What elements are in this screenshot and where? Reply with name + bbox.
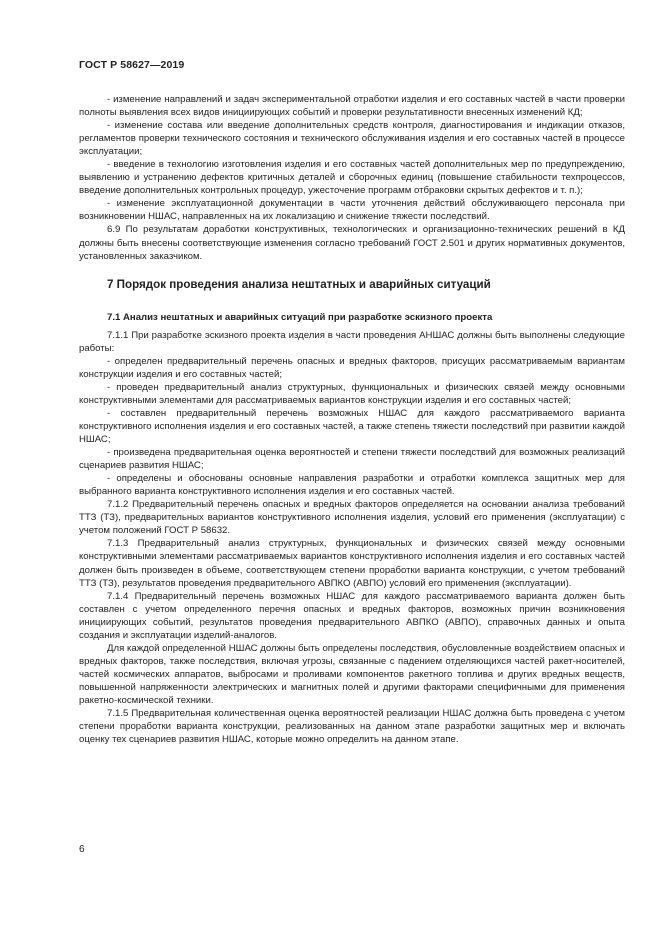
subsection-heading: 7.1 Анализ нештатных и аварийных ситуаций при разработке эскизного проекта — [107, 311, 493, 323]
clause-7-1-2: 7.1.2 Предварительный перечень опасных и вредных факторов определяется на основании анализа требований ТТЗ (ТЗ), предварительных вариантов конструктивного исполнения изделия, условий его применения (эксплуатации) с учетом положений ГОСТ Р 58632. — [79, 499, 625, 537]
list-item-bullet: - составлен предварительный перечень возможных НШАС для каждого рассматриваемого варианта конструктивного исполнения изделия и его составных частей, а также степень тяжести последствий при развитии каждой НШАС; — [79, 407, 625, 446]
body-paragraph: Для каждой определенной НШАС должны быть определены последствия, обусловленные воздействием опасных и вредных факторов, также последствия, включая угрозы, связанные с падением отделяющихся частей ракет-носителей, частей космических аппаратов, выбросами и проливами компонентов ракетного топлива и других вредных веществ, повышенной напряженности электрических и магнитных полей и другими факторами специфичными для применения ракетно-космической техники. — [79, 642, 625, 706]
list-item-bullet: - введение в технологию изготовления изделия и его составных частей дополнительных мер по предупреждению, выявлению и устранению дефектов критичных деталей и сборочных единиц (повышение стабильности техпроцессов, введение дополнительных контрольных процедур, ужесточение программ отбраковки скрытых дефектов и т. п.); — [79, 159, 625, 197]
list-item-bullet: - проведен предварительный анализ структурных, функциональных и физических связей между основными конструктивными элементами для рассматриваемых вариантов конструкции изделия и его составных частей; — [79, 381, 625, 406]
clause-6-9: 6.9 По результатам доработки конструктивных, технологических и организационно-технических решений в КД должны быть внесены соответствующие изменения согласно требований ГОСТ 2.501 и других нормативных документов, установленных заказчиком. — [79, 224, 625, 262]
clause-7-1-1: 7.1.1 При разработке эскизного проекта изделия в части проведения АНШАС должны быть выполнены следующие работы: — [79, 329, 625, 354]
page-number: 6 — [79, 844, 85, 855]
list-item-bullet: - изменение состава или введение дополнительных средств контроля, диагностирования и индикации отказов, регламентов проверки технического состояния и технического обслуживания изделия и его составных частей в процессе эксплуатации; — [79, 120, 625, 158]
clause-7-1-3: 7.1.3 Предварительный анализ структурных, функциональных и физических связей между основными конструктивными элементами рассматриваемых вариантов конструктивного исполнения изделия и его составных частей должен быть произведен в объеме, соответствующем степени проработки варианта конструкции, с учетом требований ТТЗ (ТЗ), результатов проведения предварительного АВПКО (АВПО) условий его применения (эксплуатации). — [79, 538, 625, 589]
document-body — [79, 93, 625, 746]
list-item-bullet: - изменение направлений и задач экспериментальной отработки изделия и его составных частей в части проверки полноты выявления всех видов инициирующих событий и проверки результативности внесенных изменений КД; — [79, 94, 625, 119]
list-item-bullet: - определены и обоснованы основные направления разработки и отработки комплекса защитных мер для выбранного варианта конструктивного исполнения изделия и его составных частей. — [79, 473, 625, 498]
list-item-bullet: - произведена предварительная оценка вероятностей и степени тяжести последствий для возможных реализаций сценариев развития НШАС; — [79, 447, 625, 472]
section-heading: 7 Порядок проведения анализа нештатных и аварийных ситуаций — [107, 277, 491, 291]
list-item-bullet: - определен предварительный перечень опасных и вредных факторов, присущих рассматриваемым вариантам конструкции изделия и его составных частей; — [79, 355, 625, 380]
list-item-bullet: - изменение эксплуатационной документации в части уточнения действий обслуживающего персонала при возникновении НШАС, направленных на их локализацию и снижение тяжести последствий. — [79, 198, 625, 223]
clause-7-1-4: 7.1.4 Предварительный перечень возможных НШАС для каждого рассматриваемого варианта должен быть составлен с учетом определенного перечня опасных и вредных факторов, возможных причин возникновения инициирующих событий, результатов проведения предварительного АВПКО (АВПО), справочных данных и опыта создания и эксплуатации изделий-аналогов. — [79, 590, 625, 641]
document-header: ГОСТ Р 58627—2019 — [79, 59, 185, 71]
clause-7-1-5: 7.1.5 Предварительная количественная оценка вероятностей реализации НШАС должна быть проведена с учетом степени проработки варианта конструкции, реализованных на данном этапе разработки защитных мер и включать оценку тех сценариев развития НШАС, которые можно определить на данном этапе. — [79, 708, 625, 746]
